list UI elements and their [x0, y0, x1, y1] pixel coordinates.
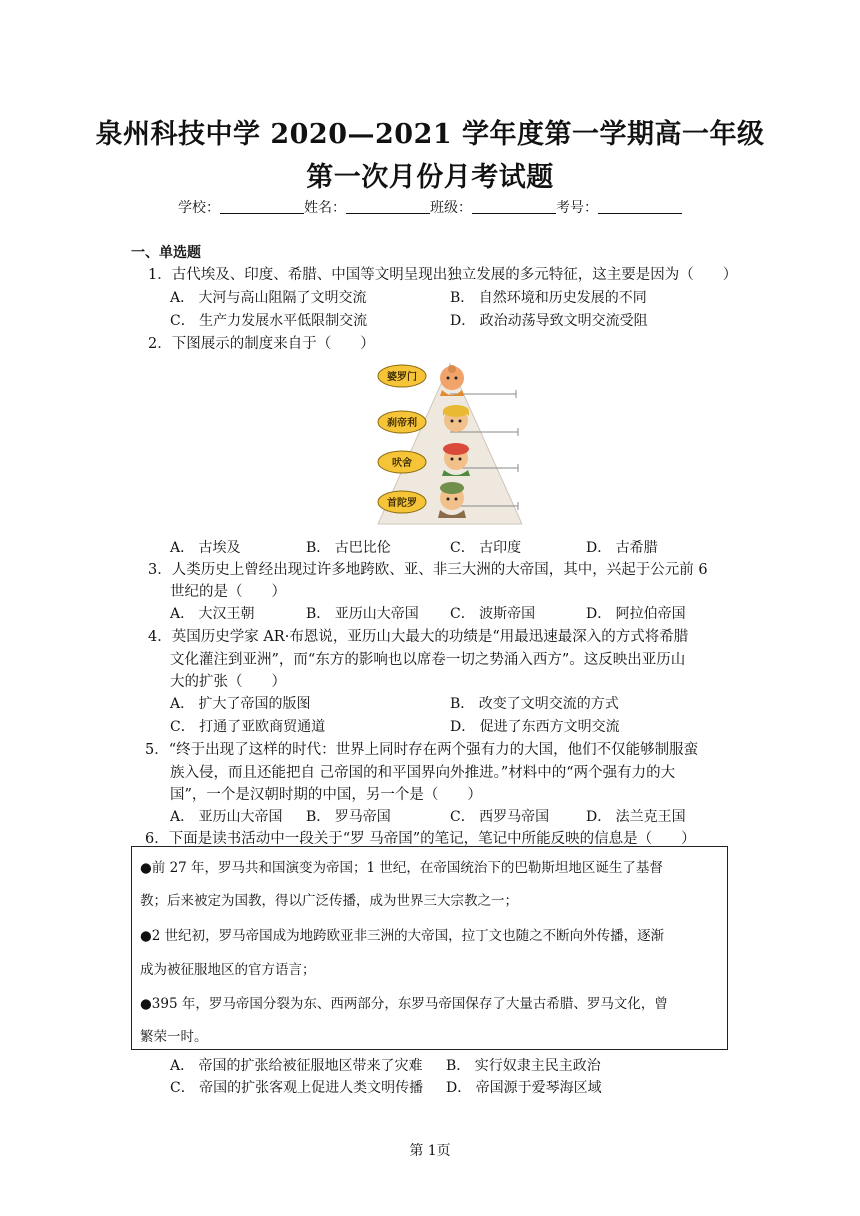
q4-stem-line2: 文化灌注到亚洲”，而“东方的影响也以席卷一切之势涌入西方”。这反映出亚历山: [170, 652, 686, 668]
page-number: 第 1页: [409, 1143, 451, 1159]
exam-title-line1: 泉州科技中学 2020—2021 学年度第一学期高一年级: [95, 119, 765, 150]
q2-option-b: B． 古巴比伦: [306, 540, 391, 556]
q3-stem-line2: 世纪的是（ ）: [170, 584, 286, 600]
q6-notes-box: [131, 846, 728, 1050]
q6-stem: 6．下面是读书活动中一段关于“罗 马帝国”的笔记，笔记中所能反映的信息是（ ）: [145, 831, 696, 847]
q3-stem-line1: 3．人类历史上曾经出现过许多地跨欧、亚、非三大洲的大帝国，其中，兴起于公元前 6: [148, 562, 708, 578]
q2-option-a: A． 古埃及: [170, 540, 241, 556]
section-heading: 一、单选题: [131, 245, 201, 261]
q3-option-b: B． 亚历山大帝国: [306, 606, 419, 622]
name-label: 姓名：: [304, 200, 346, 216]
q1-option-c: C． 生产力发展水平低限制交流: [170, 313, 368, 329]
q3-option-c: C． 波斯帝国: [450, 606, 536, 622]
q2-stem: 2．下图展示的制度来自于（ ）: [148, 336, 375, 352]
label-kshatriya: 刹帝利: [387, 418, 417, 429]
school-blank: [220, 199, 304, 214]
q6-note-line3: ●2 世纪初，罗马帝国成为地跨欧亚非三洲的大帝国，拉丁文也随之不断向外传播，逐渐: [140, 928, 665, 944]
q1-option-a: A． 大河与高山阻隔了文明交流: [170, 290, 367, 306]
label-vaishya: 吠舍: [392, 458, 412, 469]
name-blank: [346, 199, 430, 214]
q6-note-line4: 成为被征服地区的官方语言；: [140, 962, 316, 978]
q6-option-b: B． 实行奴隶主民主政治: [446, 1058, 601, 1074]
q6-note-line1: ●前 27 年，罗马共和国演变为帝国；1 世纪，在帝国统治下的巴勒斯坦地区诞生了基督: [140, 860, 663, 876]
q6-option-a: A． 帝国的扩张给被征服地区带来了灾难: [170, 1058, 423, 1074]
q2-option-d: D． 古希腊: [586, 540, 658, 556]
q5-option-a: A． 亚历山大帝国: [170, 809, 283, 825]
exam-title-line2: 第一次月份月考试题: [306, 162, 554, 193]
q1-stem: 1．古代埃及、印度、希腊、中国等文明呈现出独立发展的多元特征，这主要是因为（ ）: [148, 267, 738, 283]
student-info-row: [0, 197, 860, 217]
q5-option-b: B． 罗马帝国: [306, 809, 391, 825]
q5-stem-line3: 国”，一个是汉朝时期的中国，另一个是（ ）: [170, 787, 482, 803]
q4-stem-line1: 4．英国历史学家 AR·布恩说，亚历山大最大的功绩是“用最迅速最深入的方式将希腊: [148, 629, 689, 645]
q5-stem-line1: 5．“终于出现了这样的时代：世界上同时存在两个强有力的大国，他们不仅能够制服蛮: [145, 742, 699, 758]
exam-number-blank: [598, 199, 682, 214]
exam-number-label: 考号：: [556, 200, 598, 216]
q4-option-c: C． 打通了亚欧商贸通道: [170, 719, 326, 735]
school-label: 学校：: [178, 200, 220, 216]
q5-option-d: D． 法兰克王国: [586, 809, 686, 825]
q3-option-d: D． 阿拉伯帝国: [586, 606, 686, 622]
q3-option-a: A． 大汉王朝: [170, 606, 255, 622]
q1-option-d: D． 政治动荡导致文明交流受阻: [450, 313, 648, 329]
class-blank: [472, 199, 556, 214]
q4-option-a: A． 扩大了帝国的版图: [170, 696, 311, 712]
q6-note-line6: 繁荣一时。: [140, 1029, 208, 1045]
class-label: 班级：: [430, 200, 472, 216]
q4-option-b: B． 改变了文明交流的方式: [450, 696, 619, 712]
q5-stem-line2: 族入侵，而且还能把自 己帝国的和平国界向外推进。”材料中的“两个强有力的大: [170, 765, 676, 781]
label-shudra: 首陀罗: [387, 498, 417, 509]
q6-note-line5: ●395 年，罗马帝国分裂为东、西两部分，东罗马帝国保存了大量古希腊、罗马文化，曾: [140, 996, 668, 1012]
caste-pyramid-figure: [372, 356, 522, 528]
q6-option-c: C． 帝国的扩张客观上促进人类文明传播: [170, 1080, 424, 1096]
q4-stem-line3: 大的扩张（ ）: [170, 674, 286, 690]
q6-note-line2: 教；后来被定为国教，得以广泛传播，成为世界三大宗教之一；: [140, 893, 518, 909]
q5-option-c: C． 西罗马帝国: [450, 809, 550, 825]
q1-option-b: B． 自然环境和历史发展的不同: [450, 290, 647, 306]
q6-option-d: D． 帝国源于爱琴海区域: [446, 1080, 602, 1096]
q2-option-c: C． 古印度: [450, 540, 522, 556]
q4-option-d: D． 促进了东西方文明交流: [450, 719, 620, 735]
label-brahmin: 婆罗门: [387, 372, 417, 383]
